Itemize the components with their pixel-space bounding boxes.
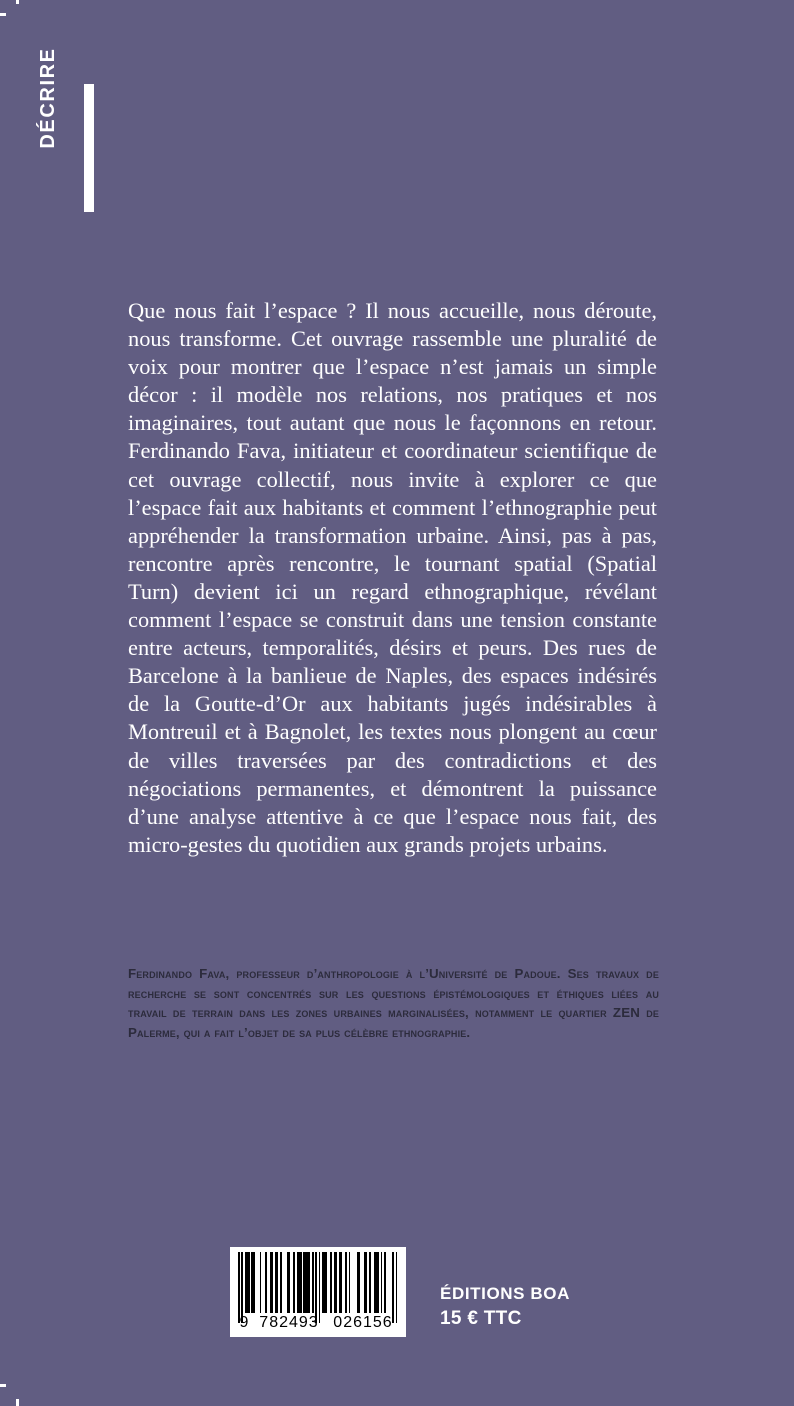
isbn-barcode <box>230 1247 406 1337</box>
barcode-bars <box>238 1252 398 1313</box>
collection-rule <box>84 84 94 212</box>
publisher-price: 15 € TTC <box>440 1308 522 1329</box>
back-cover-blurb <box>128 297 657 859</box>
crop-mark-bottom-left-vertical <box>16 1399 19 1406</box>
barcode-digits <box>236 1313 400 1333</box>
barcode-bar <box>350 1252 357 1313</box>
collection-tag <box>0 40 100 180</box>
barcode-left-group: 782493 <box>259 1314 319 1331</box>
crop-mark-top-left-horizontal <box>0 13 6 16</box>
crop-mark-bottom-left-horizontal <box>0 1384 6 1387</box>
blurb-paragraph: Que nous fait l’espace ? Il nous accueille, nous déroute, nous transforme. Cet ouvrage rassemble une pluralité de voix pour montrer que l’espace n’est jamais un simple décor : il modèle nos relations, nos pratiques et nos imaginaires, tout autant que nous le façonnons en retour. Ferdinando Fava, initiateur et coordinateur scientifique de cet ouvrage collectif, nous invite à explorer ce que l’espace fait aux habitants et comment l’ethnographie peut appréhender la transformation urbaine. Ainsi, pas à pas, rencontre après rencontre, le tournant spatial (Spatial Turn) devient ici un regard ethnographique, révélant comment l’espace se construit dans une tension constante entre acteurs, temporalités, désirs et peurs. Des rues de Barcelone à la banlieue de Naples, des espaces indésirés de la Goutte-d’Or aux habitants jugés indésirables à Montreuil et à Bagnolet, les textes nous plongent au cœur de villes traversées par des contradictions et des négociations permanentes, et démontrent la puissance d’une analyse attentive à ce que l’espace nous fait, des micro-gestes du quotidien aux grands projets urbains. <box>128 298 657 857</box>
author-biography-paragraph: Ferdinando Fava, professeur d’anthropologie à l’Université de Padoue. Ses travaux de recherche se sont concentrés sur les questions épistémologiques et éthiques liées au travail de terrain dans les zones urbaines marginalisées, notamment le quartier ZEN de Palerme, qui a fait l’objet de sa plus célèbre ethnographie. <box>128 966 659 1040</box>
collection-label: DÉCRIRE <box>37 47 59 149</box>
crop-mark-top-left-vertical <box>16 0 19 4</box>
barcode-lead-digit: 9 <box>239 1314 249 1331</box>
barcode-bar <box>386 1252 393 1313</box>
author-biography <box>128 964 659 1042</box>
publisher-block <box>440 1283 570 1331</box>
barcode-right-group: 026156 <box>333 1314 393 1331</box>
publisher-name: ÉDITIONS BOA <box>440 1284 570 1303</box>
barcode-bar <box>303 1252 310 1313</box>
